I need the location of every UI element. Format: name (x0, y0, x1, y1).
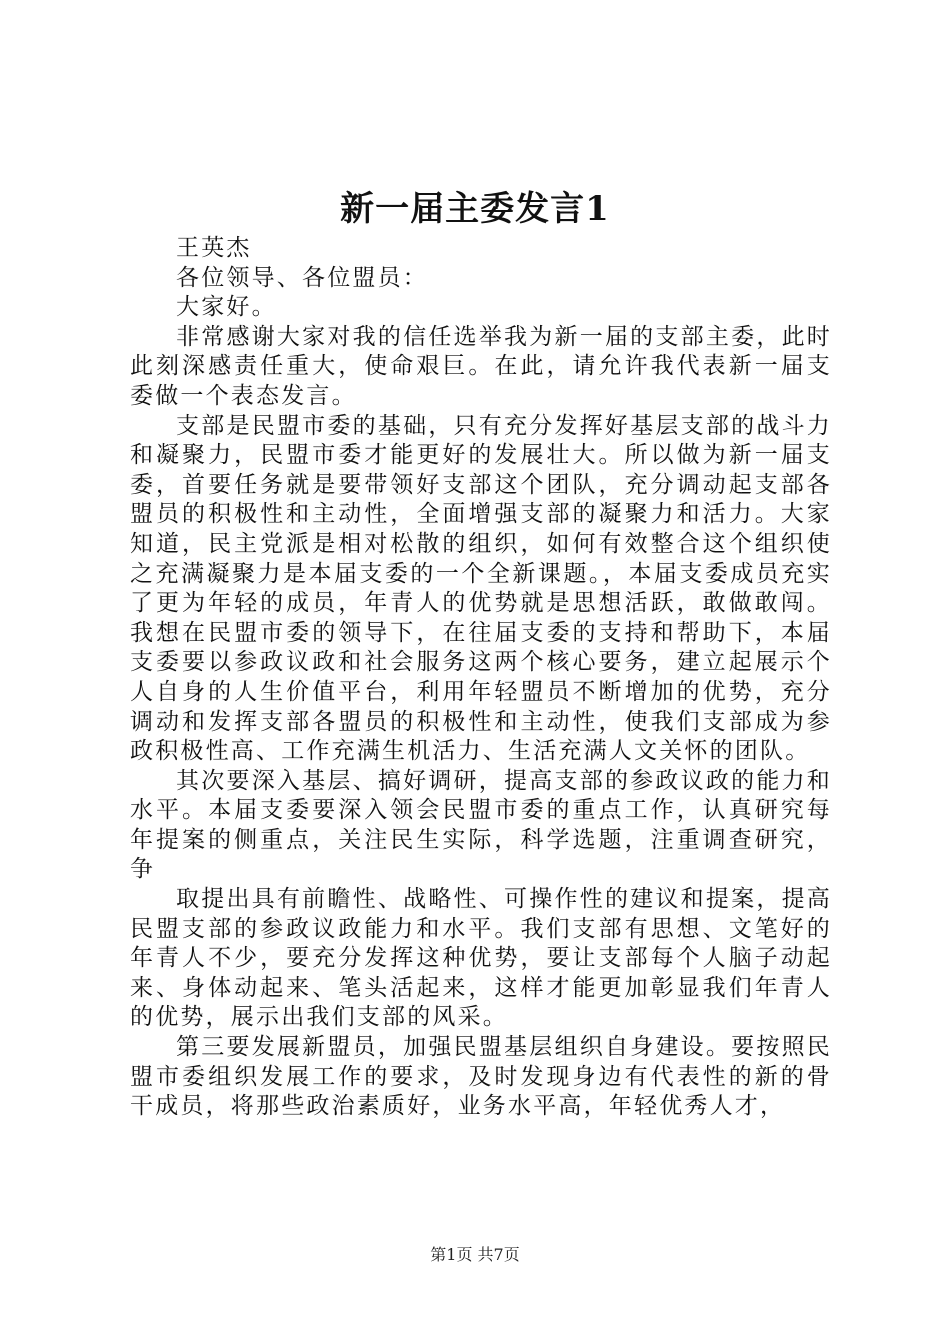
greeting-line: 大家好。 (176, 294, 277, 321)
paragraph: 其次要深入基层、搞好调研，提高支部的参政议政的能力和水平。本届支委要深入领会民盟市委的重点工作，认真研究每年提案的侧重点，关注民生实际，科学选题，注重调查研究，争 (130, 767, 832, 883)
paragraph: 取提出具有前瞻性、战略性、可操作性的建议和提案，提高民盟支部的参政议政能力和水平。我们支部有思想、文笔好的年青人不少，要充分发挥这种优势，要让支部每个人脑子动起来、身体动起来、笔头活起来，这样才能更加彰显我们年青人的优势，展示出我们支部的风采。 (130, 886, 832, 1031)
paragraph: 第三要发展新盟员，加强民盟基层组织自身建设。要按照民盟市委组织发展工作的要求，及时发现身边有代表性的新的骨干成员，将那些政治素质好，业务水平高，年轻优秀人才， (130, 1034, 832, 1120)
salutation-line: 各位领导、各位盟员： (176, 264, 428, 291)
author-line: 王英杰 (176, 235, 252, 261)
document-body (130, 234, 832, 1122)
paragraph: 支部是民盟市委的基础，只有充分发挥好基层支部的战斗力和凝聚力，民盟市委才能更好的发展壮大。所以做为新一届支委，首要任务就是要带领好支部这个团队，充分调动起支部各盟员的积极性和主动性，全面增强支部的凝聚力和活力。大家知道，民主党派是相对松散的组织，如何有效整合这个组织使之充满凝聚力是本届支委的一个全新课题。，本届支委成员充实了更为年轻的成员，年青人的优势就是思想活跃，敢做敢闯。我想在民盟市委的领导下，在往届支委的支持和帮助下，本届支委要以参政议政和社会服务这两个核心要务，建立起展示个人自身的人生价值平台，利用年轻盟员不断增加的优势，充分调动和发挥支部各盟员的积极性和主动性，使我们支部成为参政积极性高、工作充满生机活力、生活充满人文关怀的团队。 (130, 412, 832, 765)
document-title: 新一届主委发言1 (340, 189, 610, 229)
paragraph: 非常感谢大家对我的信任选举我为新一届的支部主委，此时此刻深感责任重大，使命艰巨。在此，请允许我代表新一届支委做一个表态发言。 (130, 323, 832, 409)
page-footer: 第1页 共7页 (430, 1245, 520, 1264)
